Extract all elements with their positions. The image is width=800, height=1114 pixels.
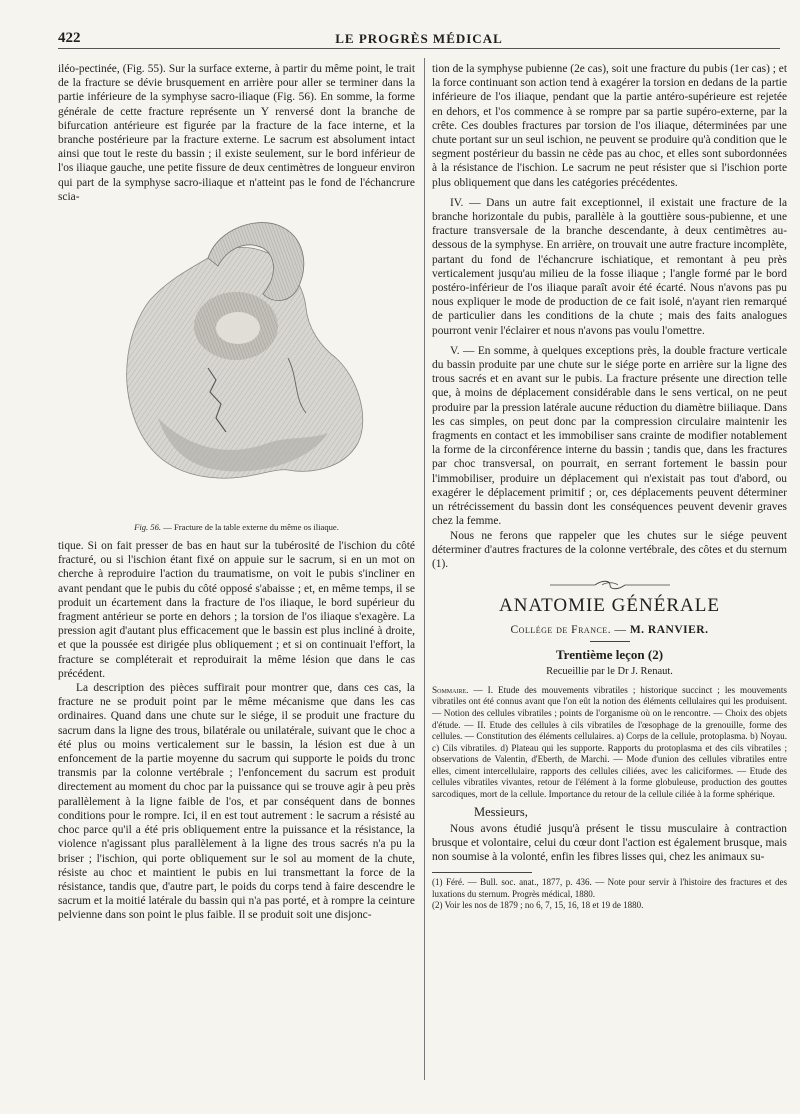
column-divider: [424, 58, 425, 1080]
left-paragraph-1: iléo-pectinée, (Fig. 55). Sur la surface externe, à partir du même point, le trait de la fracture se dévie brusquement en arrière pour aller se terminer dans la partie inférieure de la symphyse sacro-iliaque (Fig. 56). En somme, la forme générale de cette fracture représente un Y renversé dont la branche de bifurcation antérieure est figurée par la fracture de la face interne, et la branche postérieure par la fracture externe. Le sacrum est absolument intact ainsi que tout le reste du bassin ; il existe seulement, sur le bord inférieur de l'os iliaque gauche, une petite fissure de deux centimètres de longueur environ qui part de la symphyse sacro-iliaque et n'atteint pas le fond de l'échancrure scia-: [58, 63, 415, 203]
lesson-summary: [432, 685, 787, 801]
right-paragraph-2: IV. — Dans un autre fait exceptionnel, il existait une fracture de la branche horizontale du pubis, parallèle à la gouttière sous-pubienne, et une fracture transversale de la branche descendante, à deux centimètres au-dessous de la symphyse. En arrière, on trouvait une autre fracture incomplète, partant du fond de l'échancrure ischiatique, et remontant à peu près verticalement jusqu'au milieu de la fosse iliaque ; l'angle formé par le bord postéro-inférieur de l'os iliaque paraît avoir été écarté. Nous n'avons pas pu nous expliquer le mode de production de ce fait isolé, n'ayant rien remarqué de particulier dans les conditions de la chute ; mais des faits analogues pourront venir l'éclairer et nous n'avons pas voulu l'omettre.: [432, 196, 787, 337]
short-rule: [590, 641, 630, 642]
left-column: [58, 62, 415, 923]
section-title: ANATOMIE GÉNÉRALE: [499, 595, 720, 617]
footnote-rule: [432, 872, 532, 873]
figure-56: [58, 208, 415, 520]
page-header: [58, 28, 780, 49]
running-title: LE PROGRÈS MÉDICAL: [335, 31, 503, 46]
salutation: Messieurs,: [474, 804, 528, 819]
figure-caption-text: — Fracture de la table externe du même os iliaque.: [163, 522, 339, 533]
collected-by: Recueillie par le Dr J. Renaut.: [546, 665, 673, 677]
right-paragraph-4: Nous ne ferons que rappeler que les chutes sur le siége peuvent déterminer d'autres fractures de la colonne vertébrale, des côtes et du sternum (1).: [432, 529, 787, 570]
lesson-title: Trentième leçon (2): [555, 647, 664, 663]
professor-name: M. RANVIER.: [629, 624, 709, 637]
footnote-1: (1) Féré. — Bull. soc. anat., 1877, p. 436. — Note pour servir à l'histoire des fractures et des luxations du sternum. Progrès médical, 1880.: [432, 877, 787, 899]
figure-caption-label: Fig. 56.: [134, 522, 162, 533]
lecture-source: [432, 623, 787, 637]
page-number: 422: [58, 30, 81, 46]
footnote-2: (2) Voir les nos de 1879 ; no 6, 7, 15, 16, 18 et 19 de 1880.: [432, 900, 644, 911]
right-paragraph-3: V. — En somme, à quelques exceptions près, la double fracture verticale du bassin produite par une chute sur le siége porte en arrière sur la ligne des trous sacrés et en avant sur le pubis. La fracture présente une direction telle que, à moins de déplacement considérable dans le sens vertical, on ne peut produire par la pression latérale aucune réduction du diamètre biiliaque. Dans les cas simples, on peut donc par la compression circulaire maintenir les fragments en contact et les immobiliser sans crainte de modifier notablement la forme de la circonférence interne du bassin ; tandis que, dans les fractures par choc transversal, on pourrait, en serrant fortement le bassin pour l'immobiliser, produire un déplacement qui n'existait pas tout d'abord, ou exagérer le déplacement primitif ; or, ces déplacements peuvent déterminer un rétrécissement du bassin dont les conséquences peuvent devenir graves chez la femme.: [432, 344, 787, 528]
right-paragraph-1: tion de la symphyse pubienne (2e cas), soit une fracture du pubis (1er cas) ; et la force continuant son action tend à exagérer la torsion en dedans de la partie inférieure de l'os iliaque, pendant que la partie antéro-supérieure est rejetée en dehors, et l'os commence à se rompre par sa partie supéro-externe, par la crête. Ces doubles fractures par torsion de l'os iliaque, déterminées par une chute portant sur un seul ischion, ne peuvent se produire qu'à condition que le segment postérieur du bassin ne cède pas au choc, et elles sont subordonnées à la résistance de l'ischion. Le sacrum ne peut résister que si l'ischion porte plus obliquement que dans les catégories précédentes.: [432, 63, 787, 189]
section-ornament: [432, 579, 787, 591]
iliac-bone-illustration: [58, 208, 415, 520]
right-column: [432, 62, 787, 912]
summary-label: Sommaire.: [432, 684, 469, 695]
college-name: Collége de France. —: [510, 624, 627, 637]
summary-text: — I. Etude des mouvements vibratiles ; historique succinct ; les mouvements vibratiles ont été connus avant que l'on eût la notion des éléments cellulaires qui les produisent. — Notion des cellules vibratiles ; points de l'organisme où on le rencontre. — Choix des objets d'étude. — II. Etude des cellules à cils vibratiles de l'œsophage de la grenouille, forme des cellules. — Constitution des éléments cellulaires. a) Corps de la cellule, protoplasma. b) Noyau. c) Cils vibratiles. d) Plateau qui les supporte. Rapports du protoplasma et des cils vibratiles ; observations de Valentin, d'Eberth, de Marchi. — Mode d'union des cellules vibratiles entre elles, ciment intercellulaire, rapports des cellules ciliées, avec les caliciformes. — Etude des cellules vibratiles vivantes, retour de l'élément à la forme globuleuse, production des gouttes sarcodiques, mort de la cellule. Importance du retour de la cellule ciliée à la forme sphérique.: [432, 684, 787, 800]
figure-caption: [58, 522, 415, 533]
left-paragraph-2: tique. Si on fait presser de bas en haut sur la tubérosité de l'ischion du côté fracturé, ou si l'ischion étant fixé on appuie sur le sacrum, si en un mot on cherche à reproduire l'action du traumatisme, on voit le pubis s'incliner en avant pendant que le pubis du côté opposé s'abaisse ; et, en même temps, il se produit un écartement dans la fracture de l'os iliaque, le bord supérieur du fragment antérieur se porte en dehors ; la torsion de l'os iliaque s'exagère. La pression agit d'autant plus efficacement que le bassin est plus incliné à droite, et que la poussée est dirigée plus obliquement ; et si on continuait l'effort, la fracture se compléterait et reproduirait la même lésion que dans le cas précédent.: [58, 540, 415, 680]
left-paragraph-3: La description des pièces suffirait pour montrer que, dans ces cas, la fracture ne se produit point par le même mécanisme que dans les cas ordinaires. Quand dans une chute sur le siége, il se produit une fracture du sacrum dans la ligne des trous, bilatérale ou unilatérale, suivant que le choc a été plus ou moins verticalement sur le bassin, la lésion est due à un enfoncement de la partie moyenne du sacrum qui supporte le poids du tronc transmis par la colonne vertébrale ; l'enfoncement du sacrum est produit directement au moment du choc par la puissance qui se trouve agir à peu près parallèlement à la ligne faible de l'os, et par conséquent dans de bonnes conditions pour le rompre. Ici, il en est tout autrement : le sacrum a résisté au choc parce qu'il a été pris obliquement entre la puissance et la résistance, la violence n'agissant plus parallèlement à la ligne des trous sacrés n'a pu la briser ; l'ischion, qui porte obliquement sur le sol au moment de la chute, résiste au choc et maintient le pubis en lui transmettant la force de la résistance, tandis que, d'autre part, le poids du corps tend à faire descendre le sacrum et la moitié latérale du bassin qui n'a pas porté, et à rompre la ceinture pelvienne dans son point le plus faible. Il se produit soit une disjonc-: [58, 682, 415, 922]
right-paragraph-5: Nous avons étudié jusqu'à présent le tissu musculaire à contraction brusque et volontaire, celui du cœur dont l'action est également brusque, mais non soumise à la volonté, enfin les fibres lisses qui, chez les animaux su-: [432, 822, 787, 864]
ornament-divider: [550, 579, 670, 591]
